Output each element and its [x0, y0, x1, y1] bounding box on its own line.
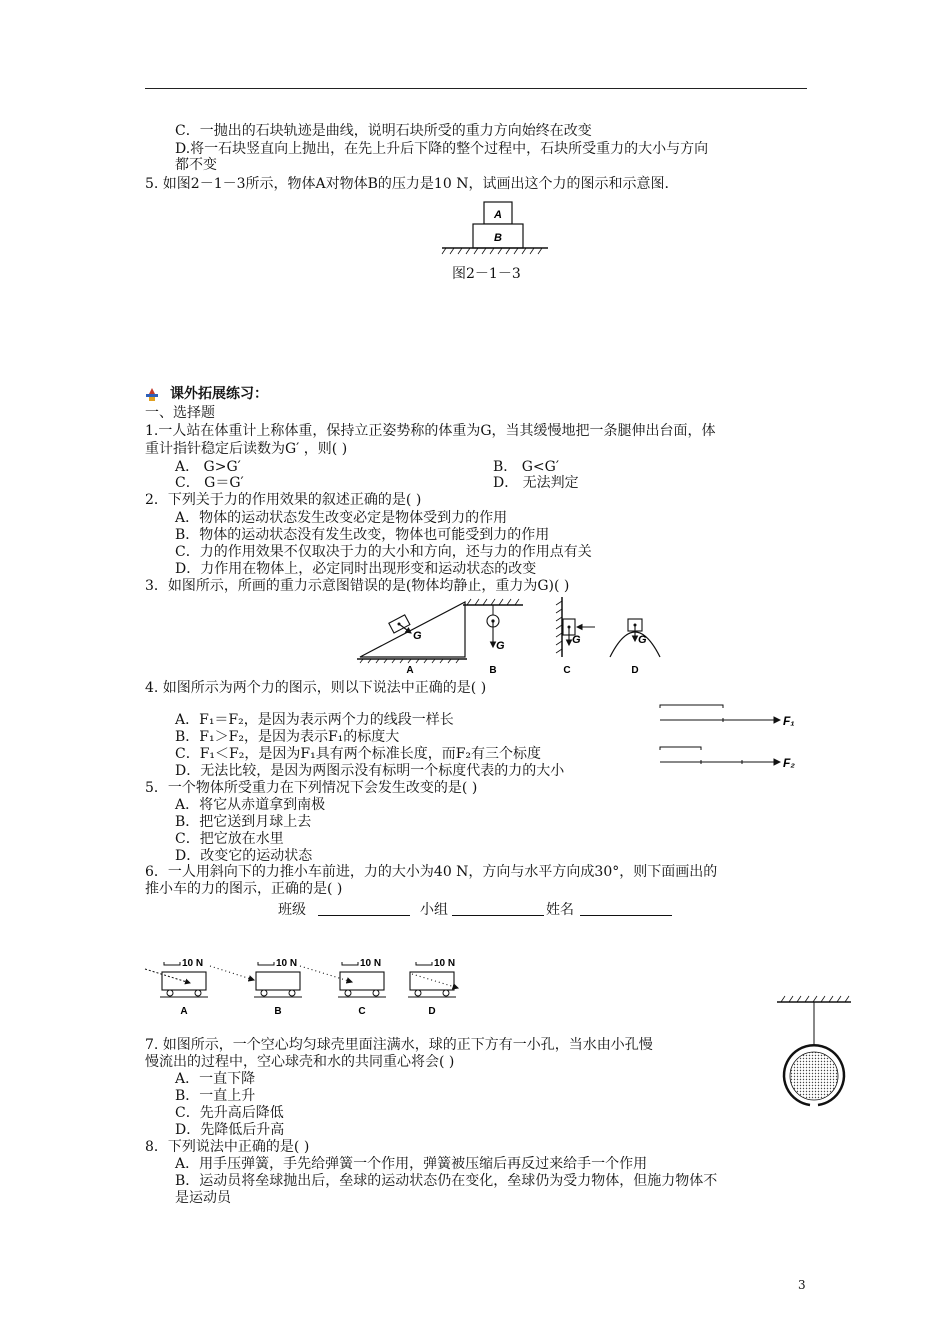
g-label-a: G	[413, 630, 422, 642]
q2-stem: 2．下列关于力的作用效果的叙述正确的是( )	[145, 492, 422, 508]
q7-sphere-figure	[775, 994, 855, 1124]
scale-a: 10 N	[182, 958, 204, 969]
figure-a-incline	[357, 602, 467, 676]
q3-figures	[355, 597, 675, 677]
q4-option-c: C．F₁＜F₂，是因为F₁具有两个标准长度，而F₂有三个标度	[175, 746, 542, 762]
cart-c	[300, 958, 386, 1017]
q4-option-d: D．无法比较，是因为两图示没有标明一个标度代表的力的大小	[175, 763, 565, 779]
option-d-text-cont: 都不变	[175, 157, 217, 173]
figure-caption: 图2－1－3	[452, 266, 521, 282]
cart-label-c: C	[358, 1006, 366, 1017]
option-c-text: C．一抛出的石块轨迹是曲线，说明石块所受的重力方向始终在改变	[175, 123, 592, 139]
group-field[interactable]	[452, 915, 544, 916]
name-field[interactable]	[580, 915, 672, 916]
q5-option-b: B．把它送到月球上去	[175, 814, 312, 830]
figure-b-hanging-ball	[463, 599, 523, 676]
q6-stem-cont: 推小车的力的图示，正确的是( )	[145, 881, 343, 897]
name-label: 姓名	[546, 902, 574, 918]
q5-option-c: C．把它放在水里	[175, 831, 284, 847]
q7-option-d: D．先降低后升高	[175, 1122, 285, 1138]
section-title: 课外拓展练习：	[170, 386, 268, 402]
q7-option-a: A．一直下降	[175, 1071, 256, 1087]
q7-stem-cont: 慢流出的过程中，空心球壳和水的共同重心将会( )	[145, 1054, 455, 1070]
scale-d: 10 N	[434, 958, 456, 969]
cart-label-a: A	[180, 1006, 188, 1017]
block-a-label: A	[494, 209, 502, 221]
group-label: 小组	[420, 902, 448, 918]
cart-label-d: D	[428, 1006, 436, 1017]
g-label-b: G	[496, 640, 505, 652]
q1-stem: 1.一人站在体重计上称体重，保持立正姿势称的体重为G，当其缓慢地把一条腿伸出台面，体	[145, 423, 716, 439]
label-c: C	[563, 665, 571, 676]
figure-c-wall-block	[556, 597, 595, 676]
q8-stem: 8．下列说法中正确的是( )	[145, 1139, 310, 1155]
scale-b: 10 N	[276, 958, 298, 969]
q5-stem: 5．一个物体所受重力在下列情况下会发生改变的是( )	[145, 780, 478, 796]
q8-option-b-cont: 是运动员	[175, 1190, 231, 1206]
option-d-text: D.将一石块竖直向上抛出，在先上升后下降的整个过程中，石块所受重力的大小与方向	[175, 141, 709, 157]
f2-label: F₂	[783, 756, 795, 770]
q4-force-diagram	[655, 700, 805, 780]
q3-stem: 3．如图所示，所画的重力示意图错误的是(物体均静止，重力为G)( )	[145, 578, 570, 594]
q2-option-d: D．力作用在物体上，必定同时出现形变和运动状态的改变	[175, 561, 537, 577]
q4-stem: 4. 如图所示为两个力的图示，则以下说法中正确的是( )	[145, 680, 487, 696]
label-b: B	[489, 665, 497, 676]
cart-b	[210, 958, 302, 1017]
q5-option-d: D．改变它的运动状态	[175, 848, 313, 864]
q6-stem: 6．一人用斜向下的力推小车前进，力的大小为40 N，方向与水平方向成30°，则下面画出的	[145, 864, 718, 880]
q4-option-a: A．F₁＝F₂，是因为表示两个力的线段一样长	[175, 712, 454, 728]
q8-option-a: A．用手压弹簧，手先给弹簧一个作用，弹簧被压缩后再反过来给手一个作用	[175, 1156, 648, 1172]
section-bullet-icon	[145, 388, 159, 402]
page-number: 3	[798, 1278, 806, 1292]
g-label-d: G	[638, 634, 647, 646]
g-label-c: G	[572, 634, 581, 646]
f1-label: F₁	[783, 714, 795, 728]
q1-option-c: C． G＝G′	[175, 475, 244, 491]
q6-cart-figures	[140, 952, 470, 1022]
q1-stem-cont: 重计指针稳定后读数为G′ ，则( )	[145, 441, 348, 457]
q2-option-a: A．物体的运动状态发生改变必定是物体受到力的作用	[175, 510, 508, 526]
q5-option-a: A．将它从赤道拿到南极	[175, 797, 326, 813]
cart-label-b: B	[274, 1006, 282, 1017]
q7-option-b: B．一直上升	[175, 1088, 256, 1104]
q1-option-a: A． G>G′	[175, 459, 241, 475]
scale-c: 10 N	[360, 958, 382, 969]
q1-option-b: B． G<G′	[493, 459, 560, 475]
q7-stem: 7. 如图所示，一个空心均匀球壳里面注满水，球的正下方有一小孔，当水由小孔慢	[145, 1037, 653, 1053]
class-field[interactable]	[318, 915, 410, 916]
header-rule	[145, 88, 807, 89]
figure-2-1-3	[440, 198, 550, 258]
question-5-text: 5. 如图2－1－3所示，物体A对物体B的压力是10 N，试画出这个力的图示和示意图.	[145, 176, 669, 192]
q1-option-d: D． 无法判定	[493, 475, 579, 491]
q2-option-b: B．物体的运动状态没有发生改变，物体也可能受到力的作用	[175, 527, 550, 543]
q8-option-b: B．运动员将垒球抛出后，垒球的运动状态仍在变化，垒球仍为受力物体，但施力物体不	[175, 1173, 718, 1189]
block-b-label: B	[494, 232, 502, 244]
cart-a	[145, 958, 208, 1017]
figure-d-dome-block	[610, 619, 660, 676]
class-label: 班级	[278, 902, 306, 918]
label-d: D	[631, 665, 639, 676]
q4-option-b: B．F₁＞F₂，是因为表示F₁的标度大	[175, 729, 400, 745]
cart-d	[408, 958, 458, 1017]
section-subtitle: 一、选择题	[145, 405, 215, 421]
label-a: A	[406, 665, 414, 676]
q2-option-c: C．力的作用效果不仅取决于力的大小和方向，还与力的作用点有关	[175, 544, 592, 560]
q7-option-c: C．先升高后降低	[175, 1105, 284, 1121]
